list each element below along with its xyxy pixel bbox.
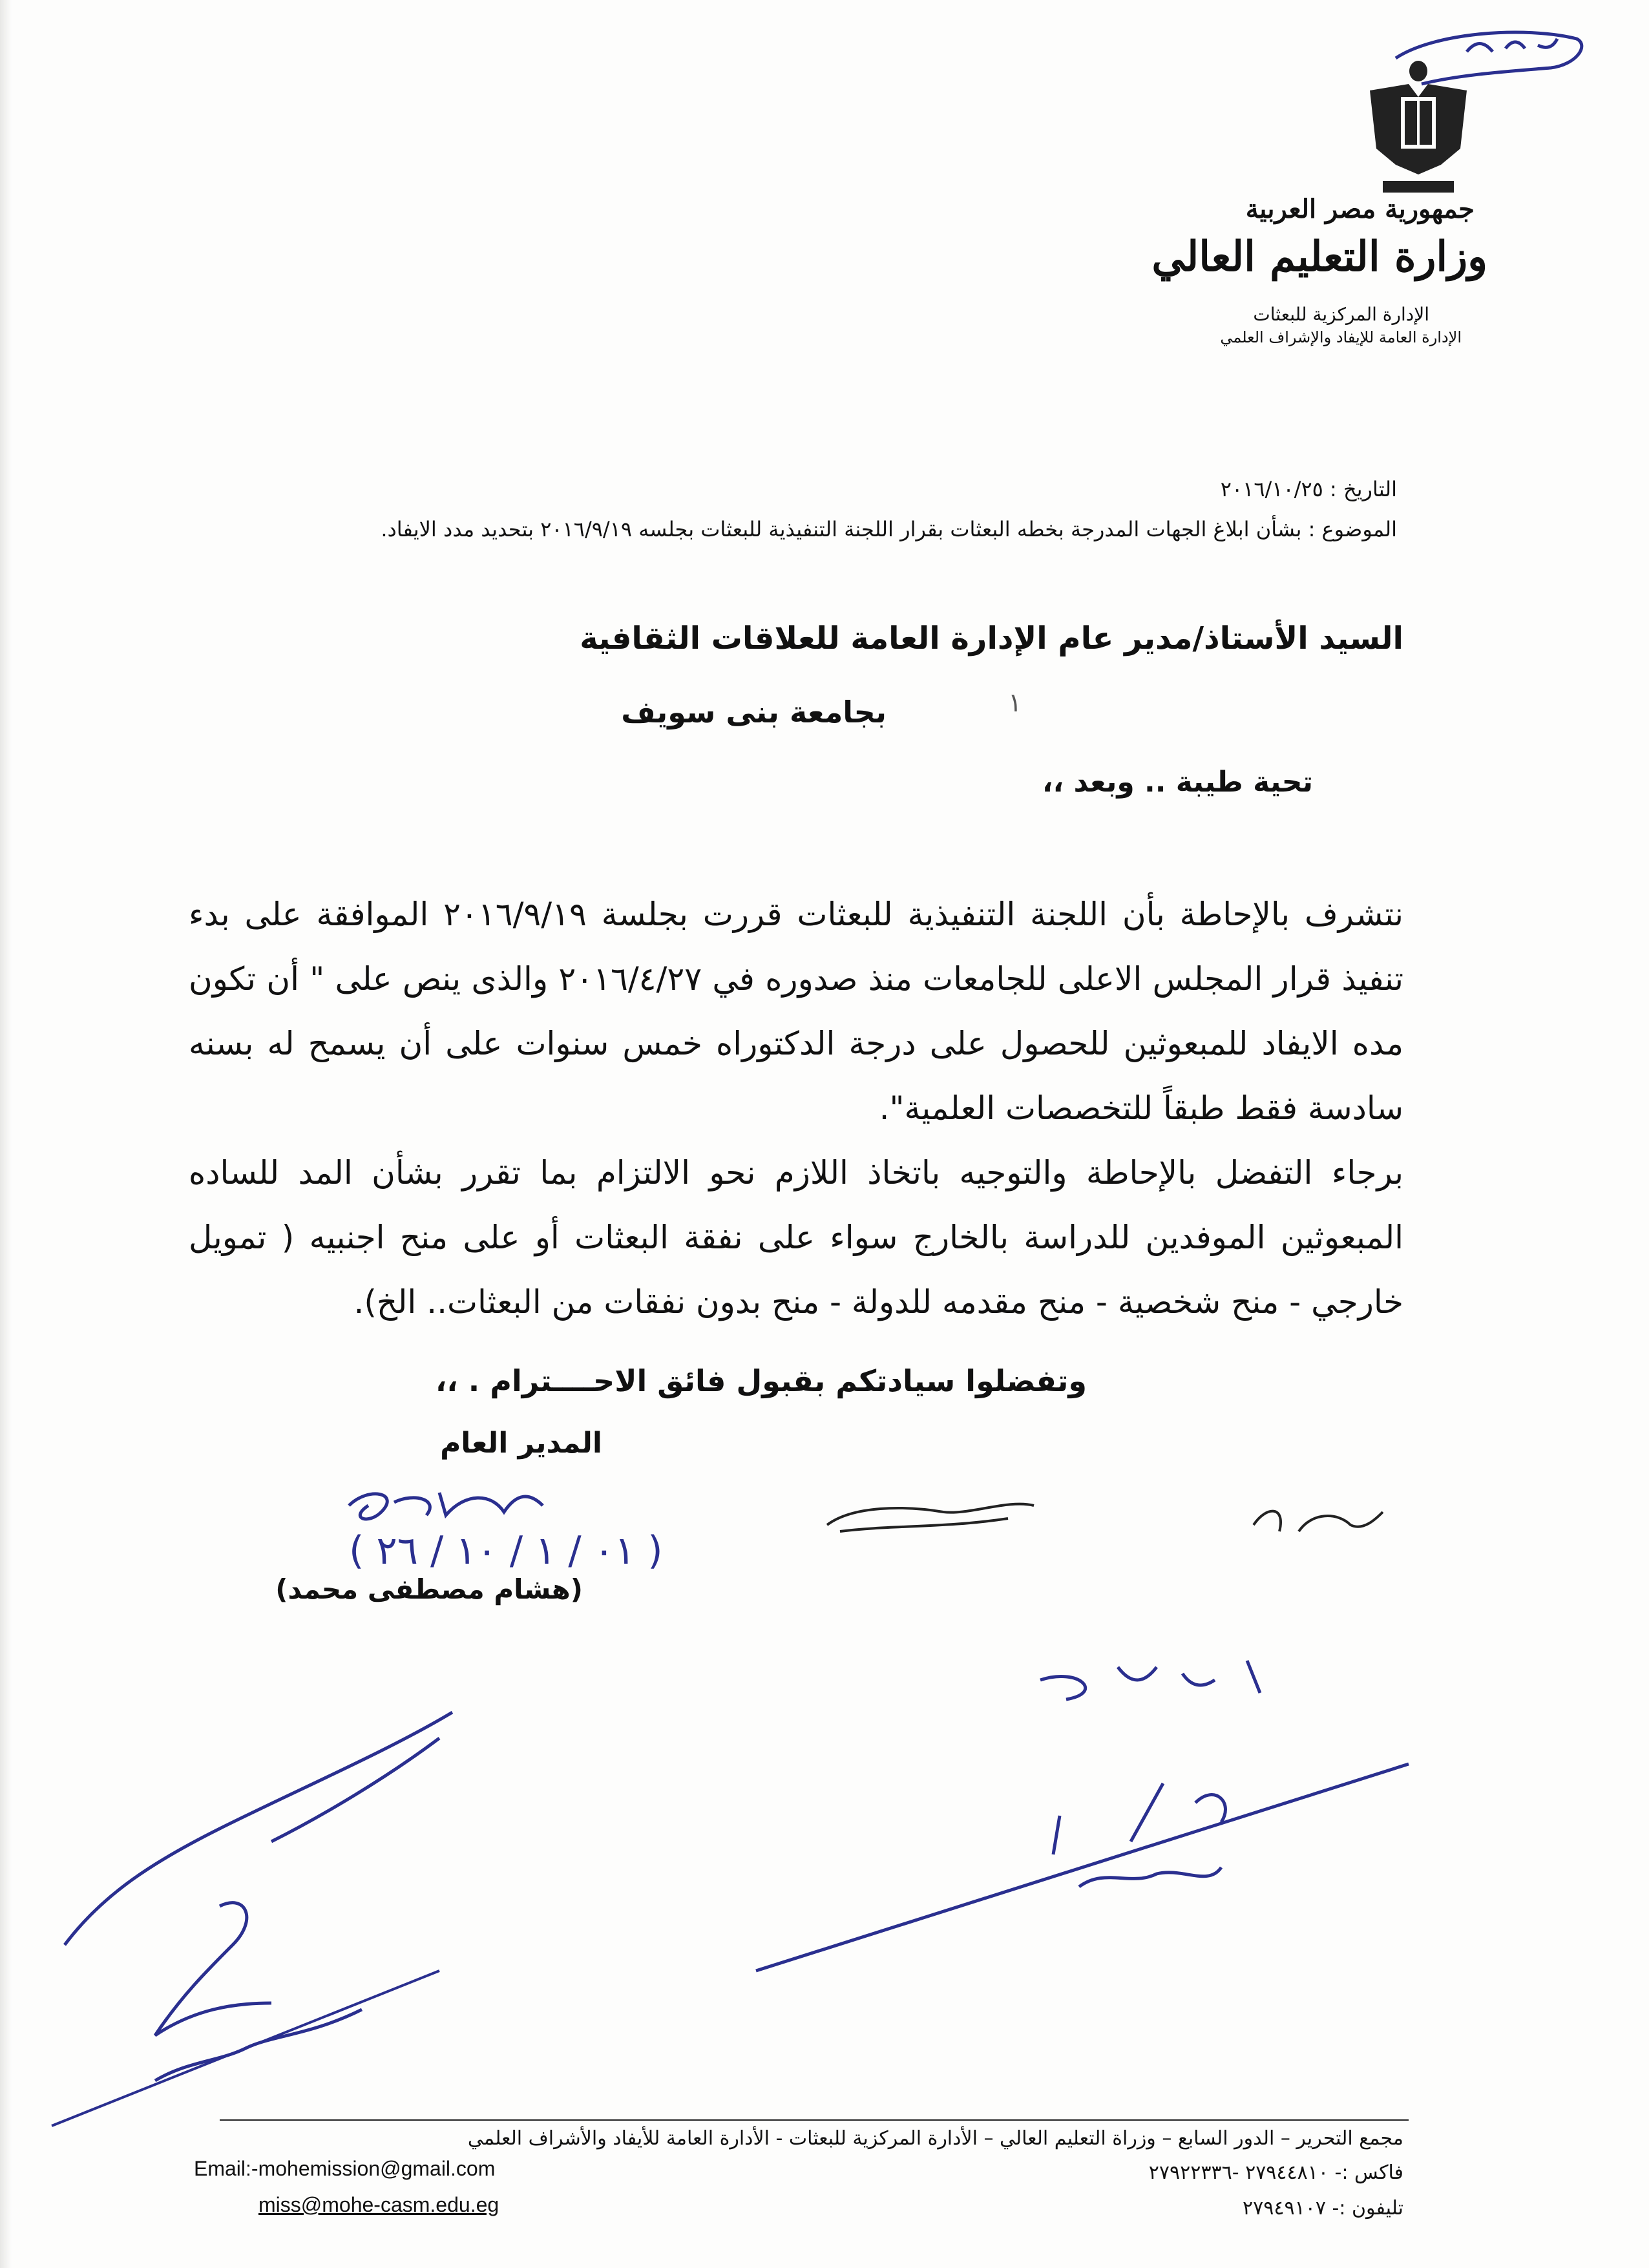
footer-address: مجمع التحرير – الدور السابع – وزراة التعليم العالي – الأدارة المركزية للبعثات - الأدارة العامة للأيفاد والأشراف العلمي	[467, 2127, 1403, 2150]
addressee-title: السيد الأستاذ/مدير عام الإدارة العامة للعلاقات الثقافية	[580, 620, 1403, 656]
svg-text:( ٠١ / ١ / ١٠ / ٢٦ ): ( ٠١ / ١ / ١٠ / ٢٦ )	[349, 1528, 663, 1573]
footer-divider	[220, 2119, 1409, 2121]
letter-date: التاريخ : ٢٠١٦/١٠/٢٥	[1220, 477, 1397, 501]
eagle-emblem-icon	[1350, 52, 1486, 200]
footer-telephone: تليفون :- ٢٧٩٤٩١٠٧	[1243, 2197, 1403, 2220]
signatory-title: المدير العام	[440, 1427, 602, 1460]
handwritten-note	[743, 1654, 1422, 1990]
addressee-university: بجامعة بنى سويف	[621, 695, 887, 730]
signatory-name: (هشام مصطفى محمد)	[275, 1573, 583, 1605]
letterhead-country: جمهورية مصر العربية	[1245, 194, 1475, 224]
handwritten-initials	[814, 1480, 1047, 1544]
letterhead-subdepartment: الإدارة العامة للإيفاد والإشراف العلمي	[1220, 328, 1462, 346]
footer-fax: فاكس :- ٢٧٩٤٤٨١٠ -٢٧٩٢٢٣٣٦	[1148, 2161, 1403, 2184]
scan-edge	[0, 0, 12, 2268]
letterhead-ministry: وزارة التعليم العالي	[1151, 233, 1487, 281]
handwritten-initials	[1241, 1486, 1396, 1551]
body-paragraph-2: برجاء التفضل بالإحاطة والتوجيه باتخاذ اللازم نحو الالتزام بما تقرر بشأن المد للساده المبعوثين الموفدين للدراسة بالخارج سواء على نفقة البعثات أو على منح اجنبيه ( تمويل خارجي - منح شخصية - منح مقدمه للدولة - منح بدون نفقات من البعثات.. الخ).	[189, 1154, 1403, 1321]
handwritten-mark: ١	[1008, 688, 1022, 718]
letter-subject: الموضوع : بشأن ابلاغ الجهات المدرجة بخطه البعثات بقرار اللجنة التنفيذية للبعثات بجلسه ٢٠١٦/٩/١٩ بتحديد مدد الايفاد.	[381, 517, 1397, 541]
handwritten-note	[26, 1699, 491, 2139]
letterhead-department: الإدارة المركزية للبعثات	[1253, 304, 1429, 325]
body-paragraph-1: نتشرف بالإحاطة بأن اللجنة التنفيذية للبعثات قررت بجلسة ٢٠١٦/٩/١٩ الموافقة على بدء تنفيذ قرار المجلس الاعلى للجامعات منذ صدوره في ٢٠١٦/٤/٢٧ والذى ينص على " أن تكون مده الايفاد للمبعوثين للحصول على درجة الدكتوراه خمس سنوات على أن يسمح له بسنه سادسة فقط طبقاً للتخصصات العلمية".	[189, 896, 1404, 1127]
greeting: تحية طيبة .. وبعد ،،	[1042, 766, 1313, 799]
closing-line: وتفضلوا سيادتكم بقبول فائق الاحــــترام . ،،	[435, 1363, 1087, 1398]
handwritten-signature	[310, 1467, 663, 1590]
letter-body	[189, 882, 1403, 1334]
footer-email-primary[interactable]: Email:-mohemission@gmail.com	[194, 2157, 496, 2180]
footer-email-secondary[interactable]: miss@mohe-casm.edu.eg	[258, 2193, 499, 2216]
